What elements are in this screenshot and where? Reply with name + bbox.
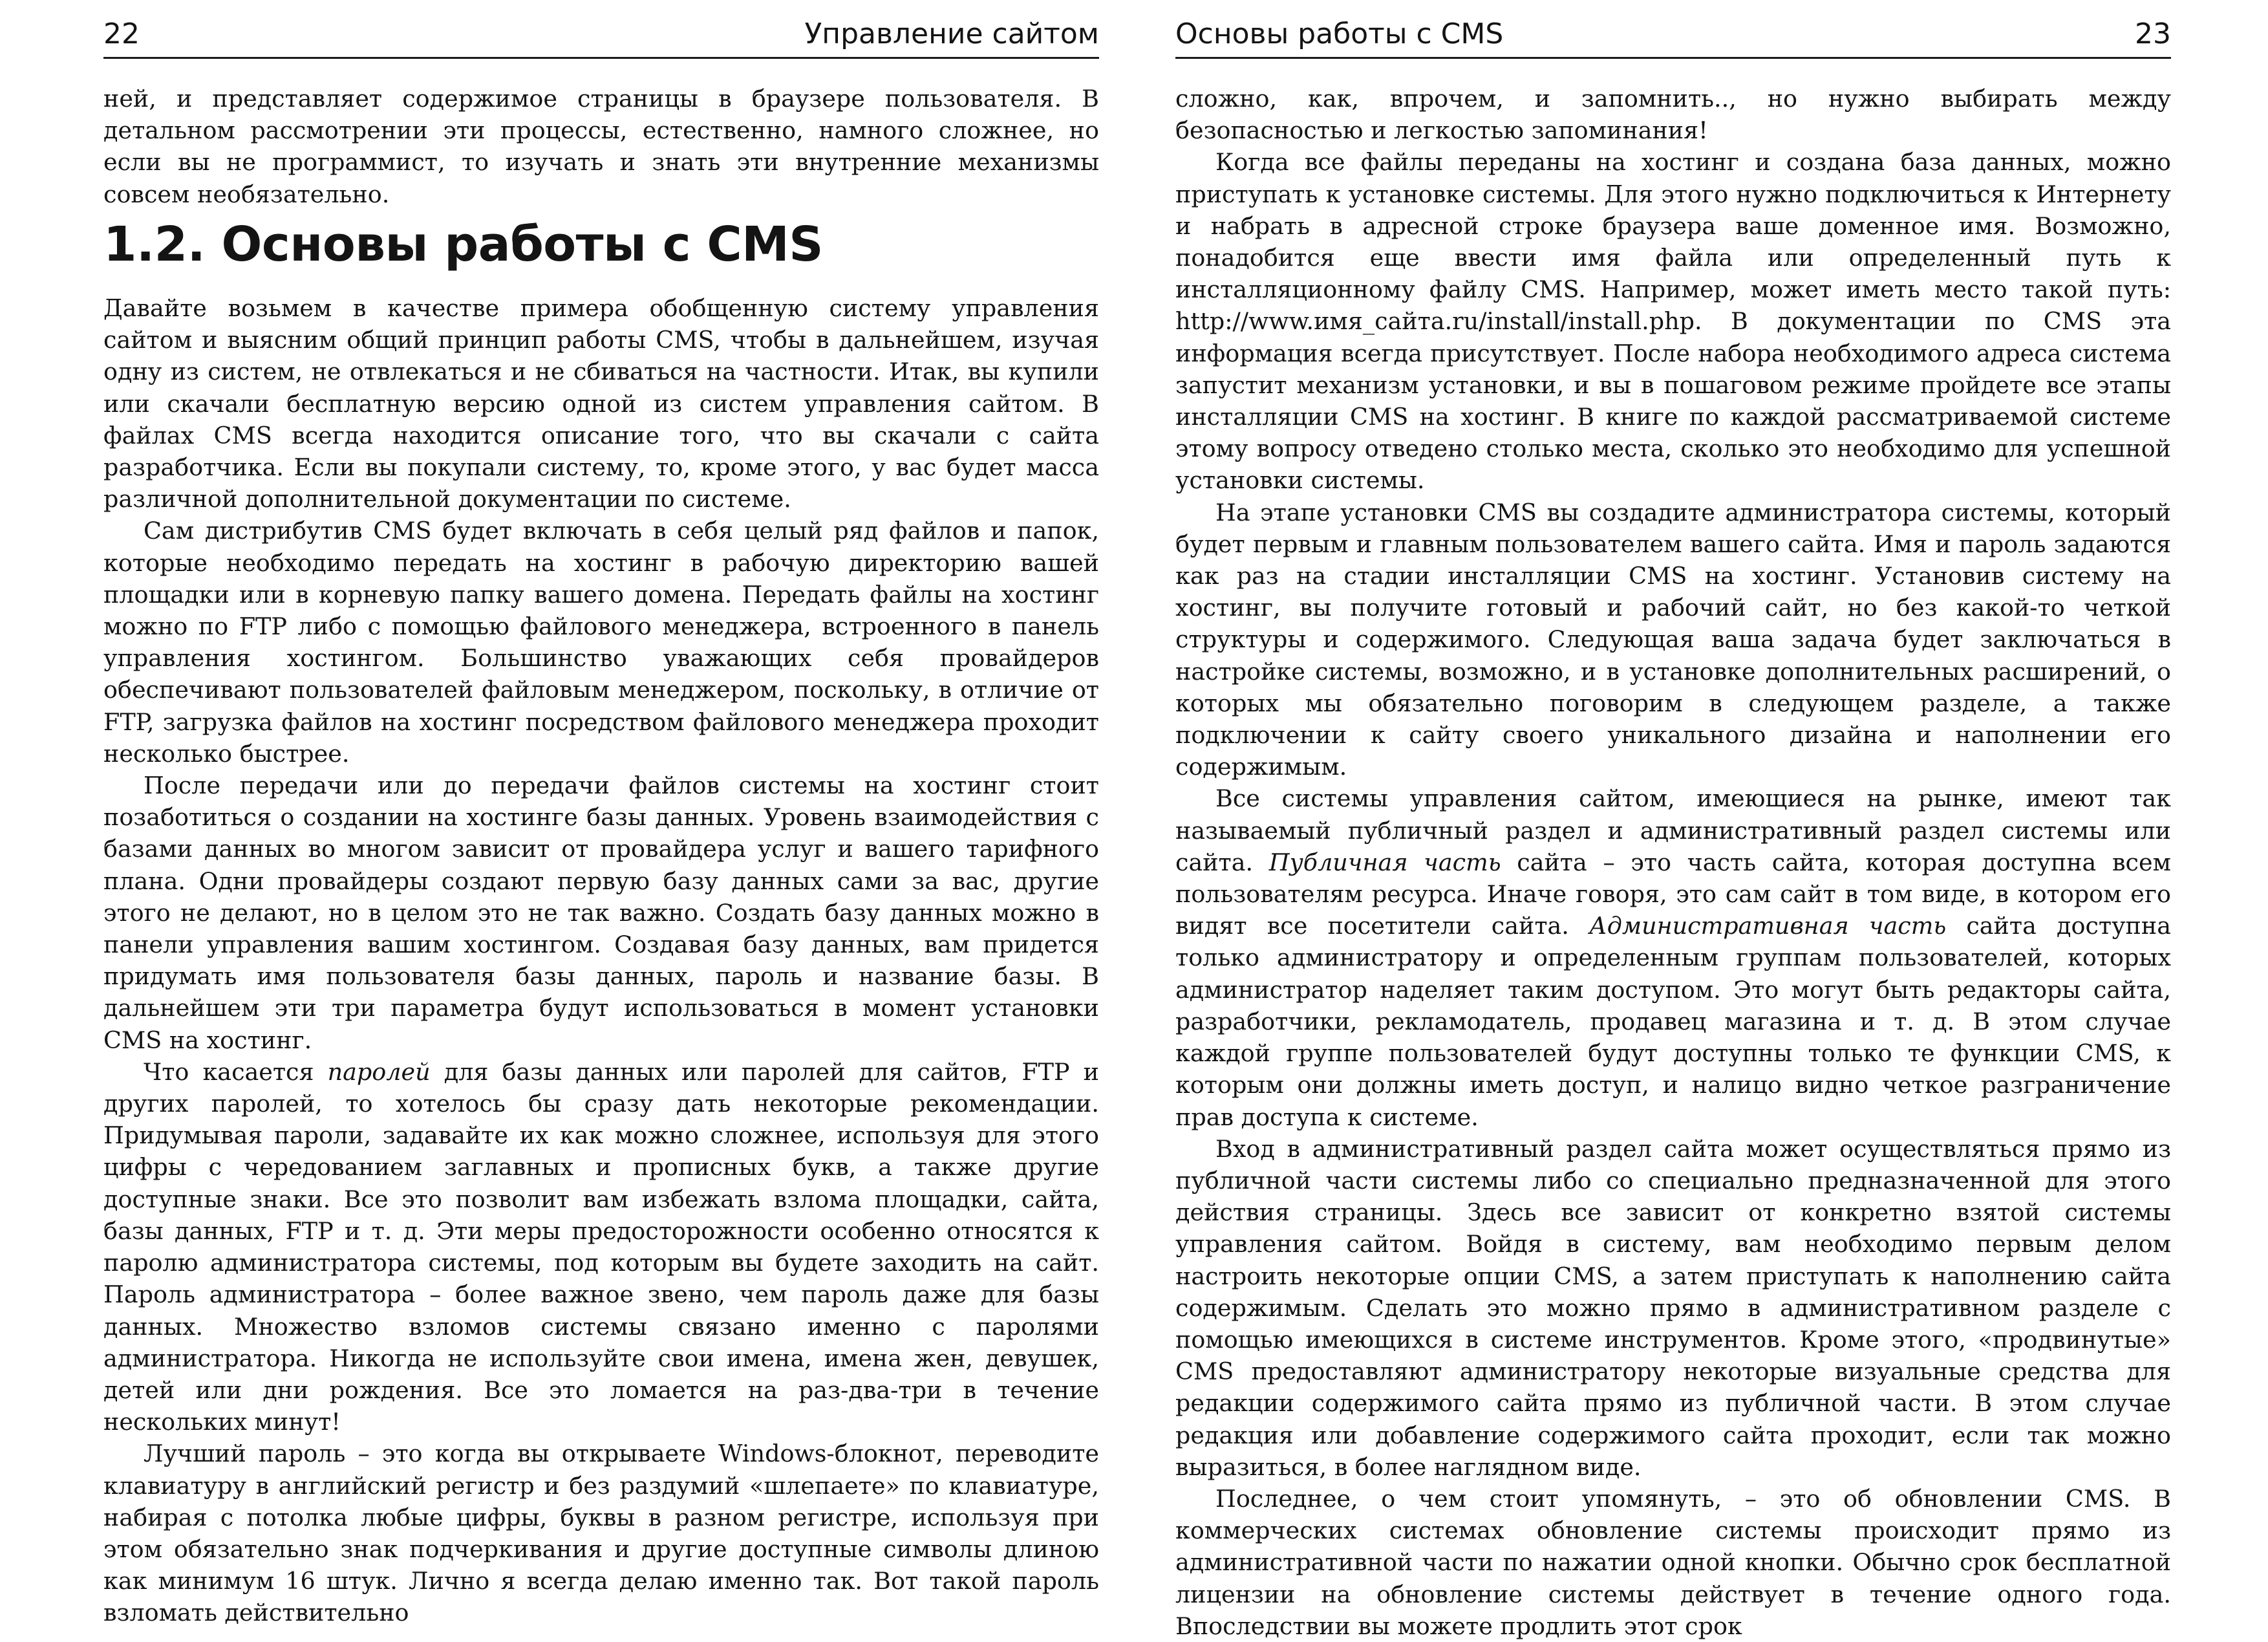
right-main-text: [1175, 83, 2171, 1642]
text-run: Что касается: [144, 1057, 328, 1086]
paragraph: После передачи или до передачи файлов системы на хостинг стоит позаботиться о создании на хостинге базы данных. Уровень взаимодействия с базами данных во многом зависит от провайдера услуг и вашего тарифного плана. Одни провайдеры создают первую базу данных сами за вас, другие этого не делают, но в целом это не так важно. Создать базу данных можно в панели управления вашим хостингом. Создавая базу данных, вам придется придумать имя пользователя базы данных, пароль и название базы. В дальнейшем эти три параметра будут использоваться в момент установки CMS на хостинг.: [103, 772, 1099, 1054]
emphasis-passwords: паролей: [327, 1057, 431, 1086]
page-number-left: 22: [103, 17, 140, 50]
continuation-paragraph: сложно, как, впрочем, и запомнить.., но нужно выбирать между безопасностью и легкостью запоминания!: [1175, 85, 2171, 145]
paragraph: На этапе установки CMS вы создадите администратора системы, который будет первым и главным пользователем вашего сайта. Имя и пароль задаются как раз на стадии инсталляции CMS на хостинг. Установив систему на хостинг, вы получите готовый и рабочий сайт, но без какой-то четкой структуры и содержимого. Следующая ваша задача будет заключаться в настройке системы, возможно, и в установке дополнительных расширений, о которых мы обязательно поговорим в следующем разделе, а также подключении к сайту своего уникального дизайна и наполнении его содержимым.: [1175, 498, 2171, 781]
right-running-head: [1175, 12, 2171, 59]
text-run: сайта доступна только администратору и определенным группам пользователей, которых администратор наделяет таким доступом. Это могут быть редакторы сайта, разработчики, рекламодатель, продавец магазина и т. д. В этом случае каждой группе пользователей будут доступны только те функции CMS, к которым они должны иметь доступ, и налицо видно четкое разграничение прав доступа к системе.: [1175, 912, 2171, 1131]
public-admin-paragraph: [1175, 783, 2171, 1132]
left-main-text: [103, 292, 1099, 1629]
paragraph: Давайте возьмем в качестве примера обобщенную систему управления сайтом и выясним общий принцип работы CMS, чтобы в дальнейшем, изучая одну из систем, не отвлекаться и не сбиваться на частности. Итак, вы купили или скачали бесплатную версию одной из систем управления сайтом. В файлах CMS всегда находится описание того, что вы скачали с сайта разработчика. Если вы покупали систему, то, кроме этого, у вас будет масса различной дополнительной документации по системе.: [103, 294, 1099, 513]
intro-paragraph: ней, и представляет содержимое страницы в браузере пользователя. В детальном рассмотрении эти процессы, естественно, намного сложнее, но если вы не программист, то изучать и знать эти внутренние механизмы совсем необязательно.: [103, 85, 1099, 208]
running-title-right: Основы работы с CMS: [1175, 17, 1504, 50]
paragraph: Лучший пароль – это когда вы открываете Windows-блокнот, переводите клавиатуру в английский регистр и без раздумий «шлепаете» по клавиатуре, набирая с потолка любые цифры, буквы в разном регистре, используя при этом обязательно знак подчеркивания и другие доступные символы длиною как минимум 16 штук. Лично я всегда делаю именно так. Вот такой пароль взломать действительно: [103, 1440, 1099, 1627]
passwords-paragraph: [103, 1056, 1099, 1438]
paragraph: Когда все файлы переданы на хостинг и создана база данных, можно приступать к установке системы. Для этого нужно подключиться к Интернету и набрать в адресной строке браузера ваше доменное имя. Возможно, понадобится еще ввести имя файла или определенный путь к инсталляционному файлу CMS. Например, может иметь место такой путь: http://www.имя_сайта.ru/install/install.php. В документации по CMS эта информация всегда присутствует. После набора необходимого адреса система запустит механизм установки, и вы в пошаговом режиме пройдете все этапы инсталляции CMS на хостинг. В книге по каждой рассматриваемой системе этому вопросу отведено столько места, сколько это необходимо для успешной установки системы.: [1175, 148, 2171, 495]
left-intro-block: [103, 83, 1099, 210]
text-run: для базы данных или паролей для сайтов, FTP и других паролей, то хотелось бы сразу дать некоторые рекомендации. Придумывая пароли, задавайте их как можно сложнее, используя для этого цифры с чередованием заглавных и прописных букв, а также другие доступные знаки. Все это позволит вам избежать взлома площадки, сайта, базы данных, FTP и т. д. Эти меры предосторожности особенно относятся к паролю администратора системы, под которым вы будете заходить на сайт. Пароль администратора – более важное звено, чем пароль даже для базы данных. Множество взломов системы связано именно с паролями администратора. Никогда не используйте свои имена, имена жен, девушек, детей или дни рождения. Все это ломается на раз-два-три в течение нескольких минут!: [103, 1057, 1099, 1436]
paragraph: Вход в административный раздел сайта может осуществляться прямо из публичной части системы либо со специально предназначенной для этого действия страницы. Здесь все зависит от конкретно взятой системы управления сайтом. Войдя в систему, вам необходимо первым делом настроить некоторые опции CMS, а затем приступать к наполнению сайта содержимым. Сделать это можно прямо в административном разделе с помощью имеющихся в системе инструментов. Кроме этого, «продвинутые» CMS предоставляют администратору некоторые визуальные средства для редакции содержимого сайта прямо из публичной части. В этом случае редакция или добавление содержимого сайта проходит, если так можно выразиться, в более наглядном виде.: [1175, 1134, 2171, 1481]
right-page: [1175, 0, 2171, 1640]
section-heading: 1.2. Основы работы с CMS: [103, 217, 824, 272]
text-run: Все системы управления сайтом, имеющиеся на рынке, имеют так называемый публичный раздел и административный раздел системы или сайта.: [1175, 784, 2171, 876]
page-number-right: 23: [2135, 17, 2171, 50]
text-run: сайта – это часть сайта, которая доступна всем пользователям ресурса. Иначе говоря, это сам сайт в том виде, в котором его видят все посетители сайта.: [1175, 848, 2171, 940]
emphasis-public-part: Публичная часть: [1268, 848, 1501, 876]
paragraph: Сам дистрибутив CMS будет включать в себя целый ряд файлов и папок, которые необходимо передать на хостинг в рабочую директорию вашей площадки или в корневую папку вашего домена. Передать файлы на хостинг можно по FTP либо с помощью файлового менеджера, встроенного в панель управления хостингом. Большинство уважающих себя провайдеров обеспечивают пользователей файловым менеджером, поскольку, в отличие от FTP, загрузка файлов на хостинг посредством файлового менеджера проходит несколько быстрее.: [103, 517, 1099, 768]
left-running-head: [103, 12, 1099, 59]
left-page: [103, 0, 1099, 1627]
running-title-left: Управление сайтом: [804, 17, 1099, 50]
emphasis-admin-part: Административная часть: [1589, 912, 1947, 940]
paragraph: Последнее, о чем стоит упомянуть, – это об обновлении CMS. В коммерческих системах обновление системы происходит прямо из административной части по нажатии одной кнопки. Обычно срок бесплатной лицензии на обновление системы действует в течение одного года. Впоследствии вы можете продлить этот срок: [1175, 1484, 2171, 1640]
